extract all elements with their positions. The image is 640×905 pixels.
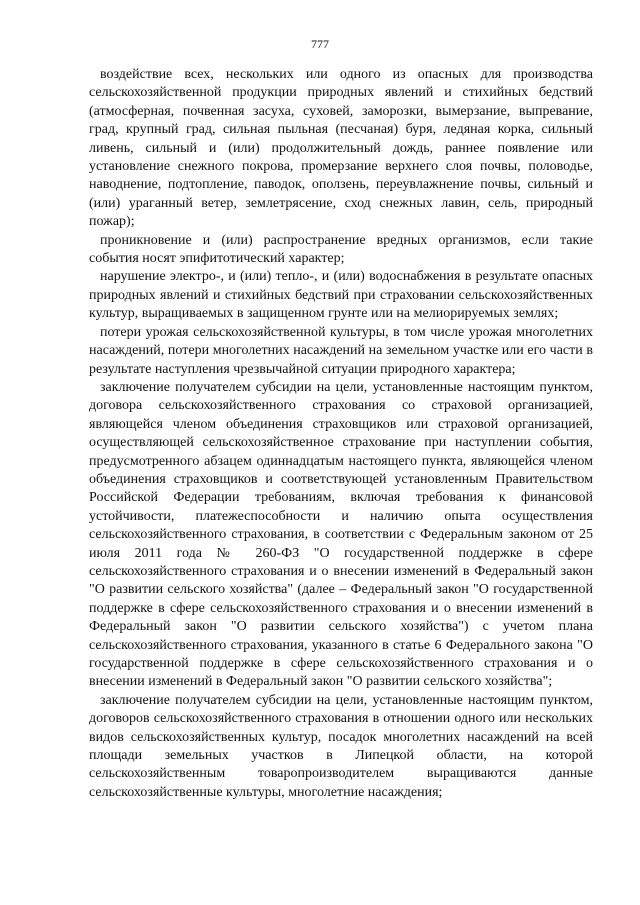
paragraph-harmful-organisms: проникновение и (или) распространение вредных организмов, если такие события носят эпифитотический характер; (89, 232, 593, 267)
paragraph-crop-loss: потери урожая сельскохозяйственной культуры, в том числе урожая многолетних насаждений, потери многолетних насаждений на земельном участке или его части в результате наступления чрезвычайной ситуации природного характера; (89, 324, 593, 377)
page-number: 777 (311, 37, 329, 51)
document-body (89, 66, 593, 802)
paragraph-insurance-contracts-area: заключение получателем субсидии на цели, установленные настоящим пунктом, договоров сельскохозяйственного страхования в отношении одного или нескольких видов сельскохозяйственных культур, посадок многолетних насаждений на всей площади земельных участков в Липецкой области, на которой сельскохозяйственным товаропроизводителем выращиваются данные сельскохозяйственные культуры, многолетние насаждения; (89, 692, 593, 800)
paragraph-natural-hazards: воздействие всех, нескольких или одного из опасных для производства сельскохозяйственной продукции природных явлений и стихийных бедствий (атмосферная, почвенная засуха, суховей, заморозки, вымерзание, выпревание, град, крупный град, сильная пыльная (песчаная) буря, ледяная корка, сильный ливень, сильный и (или) продолжительный дождь, раннее появление или установление снежного покрова, промерзание верхнего слоя почвы, половодье, наводнение, подтопление, паводок, оползень, переувлажнение почвы, сильный и (или) ураганный ветер, землетрясение, сход снежных лавин, сель, природный пожар); (89, 67, 593, 230)
paragraph-utility-disruption: нарушение электро-, и (или) тепло-, и (или) водоснабжения в результате опасных природных явлений и стихийных бедствий при страховании сельскохозяйственных культур, выращиваемых в защищенном грунте или на мелиорируемых землях; (89, 269, 593, 322)
paragraph-insurance-contract: заключение получателем субсидии на цели, установленные настоящим пунктом, договора сельскохозяйственного страхования со страховой организацией, являющейся членом объединения страховщиков или страховой организацией, осуществляющей сельскохозяйственное страхование при наступлении события, предусмотренного абзацем одиннадцатым настоящего пункта, являющейся членом объединения страховщиков и соответствующей установленным Правительством Российской Федерации требованиям, включая требования к финансовой устойчивости, платежеспособности и наличию опыта осуществления сельскохозяйственного страхования, в соответствии с Федеральным законом от 25 июля 2011 года № 260-ФЗ "О государственной поддержке в сфере сельскохозяйственного страхования и о внесении изменений в Федеральный закон "О развитии сельского хозяйства" (далее – Федеральный закон "О государственной поддержке в сфере сельскохозяйственного страхования и о внесении изменений в Федеральный закон "О развитии сельского хозяйства") с учетом плана сельскохозяйственного страхования, указанного в статье 6 Федерального закона "О государственной поддержке в сфере сельскохозяйственного страхования и о внесении изменений в Федеральный закон "О развитии сельского хозяйства"; (89, 379, 593, 690)
